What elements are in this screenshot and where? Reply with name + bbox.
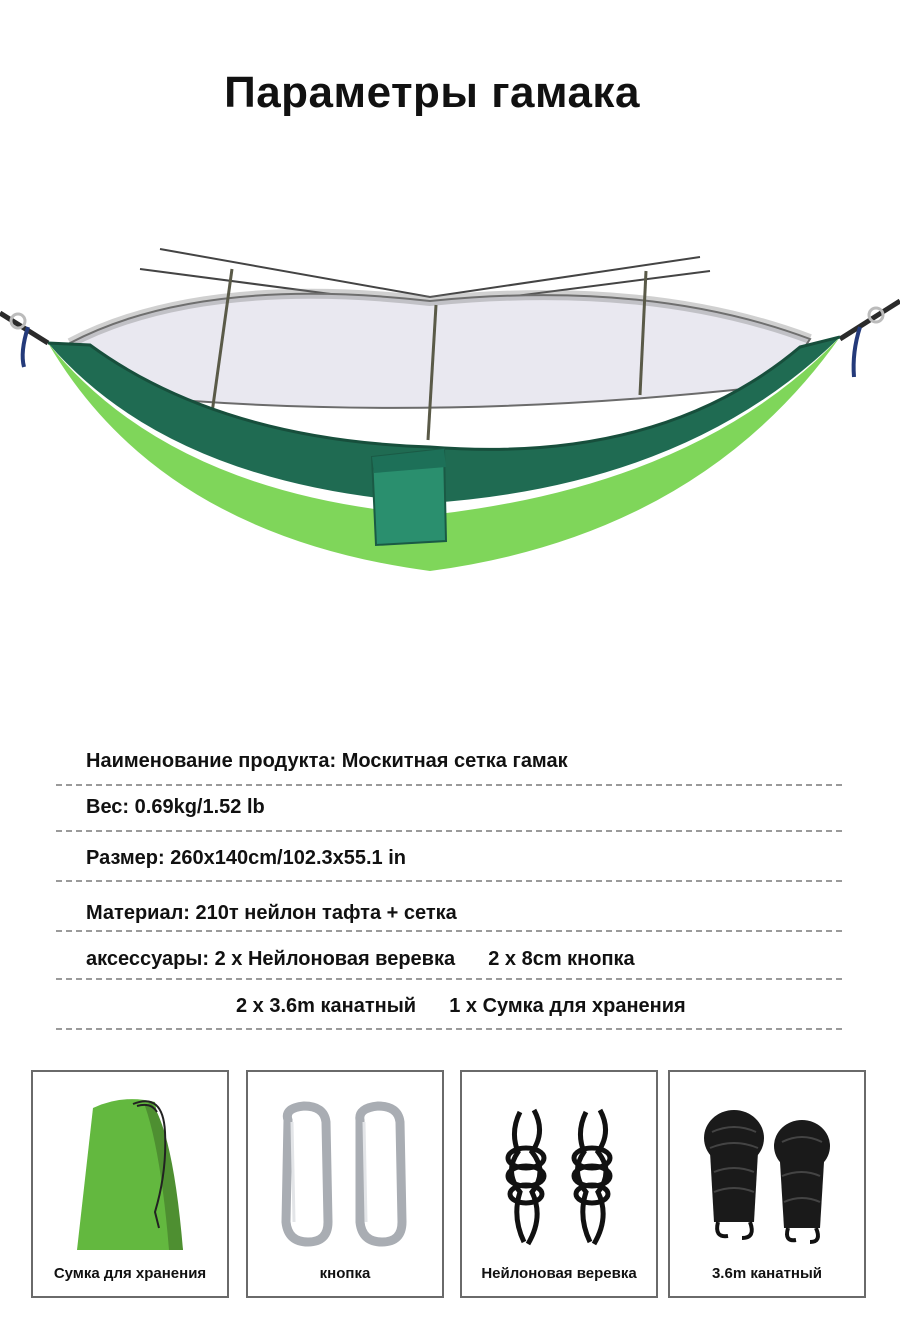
spec-value-2: 2 x 8cm кнопка — [488, 948, 635, 970]
spec-value-2: 1 x Сумка для хранения — [449, 995, 686, 1017]
spec-label: Вес: — [86, 796, 130, 818]
spec-label: аксессуары: — [86, 948, 210, 970]
spec-value: 0.69kg/1.52 lb — [134, 796, 265, 818]
spec-row-material — [56, 882, 842, 932]
accessory-label: Сумка для хранения — [53, 1265, 207, 1282]
spec-value: 260x140cm/102.3x55.1 in — [170, 847, 407, 869]
spec-value: Москитная сетка гамак — [341, 750, 568, 772]
accessory-card-carabiner — [246, 1070, 444, 1298]
spec-row-accessories — [56, 932, 842, 980]
accessory-label: 3.6m канатный — [711, 1265, 823, 1282]
coiled-rope-icon — [670, 1072, 864, 1252]
page-title: Параметры гамака — [224, 68, 640, 117]
accessory-card-nylon-rope — [460, 1070, 658, 1298]
accessory-cards — [31, 1070, 871, 1300]
carabiner-icon — [248, 1072, 442, 1252]
spec-row-size — [56, 832, 842, 882]
accessory-label: Нейлоновая веревка — [481, 1265, 637, 1282]
spec-label: Размер: — [86, 847, 165, 869]
spec-value: 210т нейлон тафта + сетка — [195, 902, 457, 924]
spec-row-accessories-cont — [56, 980, 842, 1030]
spec-value: 2 x 3.6m канатный — [236, 995, 417, 1017]
storage-bag-icon — [33, 1072, 227, 1252]
spec-label: Наименование продукта: — [86, 750, 337, 772]
spec-table — [56, 740, 842, 1030]
spec-label: Материал: — [86, 902, 190, 924]
accessory-card-storage-bag — [31, 1070, 229, 1298]
accessory-card-coiled-rope — [668, 1070, 866, 1298]
hammock-illustration — [0, 235, 900, 595]
accessory-label: кнопка — [319, 1265, 371, 1282]
spec-row-weight — [56, 786, 842, 832]
nylon-rope-icon — [462, 1072, 656, 1252]
spec-row-product-name — [56, 740, 842, 786]
spec-value: 2 x Нейлоновая веревка — [214, 948, 456, 970]
